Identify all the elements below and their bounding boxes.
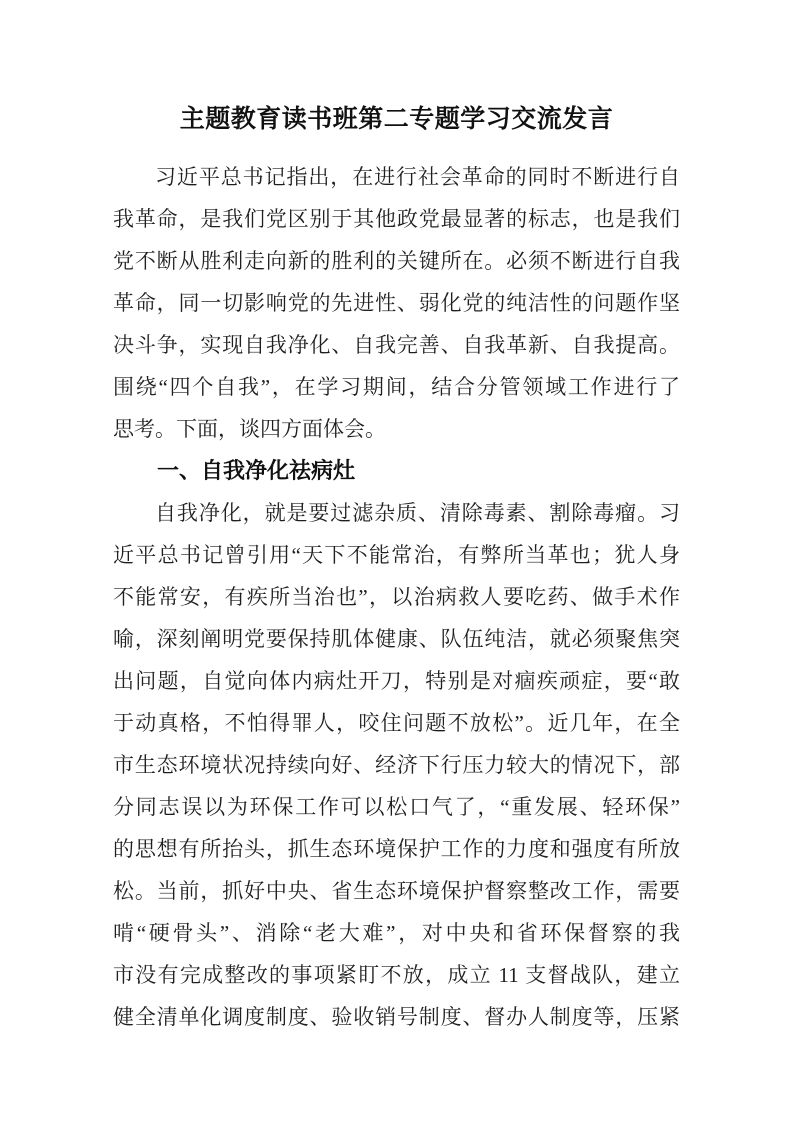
document-title: 主题教育读书班第二专题学习交流发言 bbox=[179, 106, 614, 133]
text-line: 近平总书记曾引用“天下不能常治，有弊所当革也；犹人身 bbox=[113, 543, 680, 567]
text-line: 健全清单化调度制度、验收销号制度、督办人制度等，压紧 bbox=[113, 1005, 680, 1029]
section-heading: 一、自我净化祛病灶 bbox=[157, 458, 356, 483]
text-line: 市没有完成整改的事项紧盯不放，成立 11 支督战队，建立 bbox=[113, 963, 680, 987]
text-line: 我革命，是我们党区别于其他政党最显著的标志，也是我们 bbox=[113, 207, 680, 231]
document-body bbox=[113, 156, 680, 1038]
text-line: 习近平总书记指出，在进行社会革命的同时不断进行自 bbox=[155, 165, 680, 189]
text-line: 啃“硬骨头”、消除“老大难”，对中央和省环保督察的我 bbox=[113, 921, 680, 945]
text-line: 喻，深刻阐明党要保持肌体健康、队伍纯洁，就必须聚焦突 bbox=[113, 627, 680, 651]
text-line: 自我净化，就是要过滤杂质、清除毒素、割除毒瘤。习 bbox=[155, 501, 680, 525]
text-line: 出问题，自觉向体内病灶开刀，特别是对痼疾顽症，要“敢 bbox=[113, 669, 680, 693]
text-line: 分同志误以为环保工作可以松口气了，“重发展、轻环保” bbox=[113, 795, 680, 819]
text-line: 的思想有所抬头，抓生态环境保护工作的力度和强度有所放 bbox=[113, 837, 680, 861]
text-line: 决斗争，实现自我净化、自我完善、自我革新、自我提高。 bbox=[113, 333, 680, 357]
text-line: 市生态环境状况持续向好、经济下行压力较大的情况下，部 bbox=[113, 753, 680, 777]
text-line: 党不断从胜利走向新的胜利的关键所在。必须不断进行自我 bbox=[113, 249, 680, 273]
text-line: 于动真格，不怕得罪人，咬住问题不放松”。近几年，在全 bbox=[113, 711, 680, 735]
text-line: 围绕“四个自我”，在学习期间，结合分管领域工作进行了 bbox=[113, 375, 680, 399]
text-line: 革命，同一切影响党的先进性、弱化党的纯洁性的问题作坚 bbox=[113, 291, 680, 315]
text-line: 思考。下面，谈四方面体会。 bbox=[113, 417, 386, 441]
text-line: 松。当前，抓好中央、省生态环境保护督察整改工作，需要 bbox=[113, 879, 680, 903]
text-line: 不能常安，有疾所当治也”，以治病救人要吃药、做手术作 bbox=[113, 585, 680, 609]
